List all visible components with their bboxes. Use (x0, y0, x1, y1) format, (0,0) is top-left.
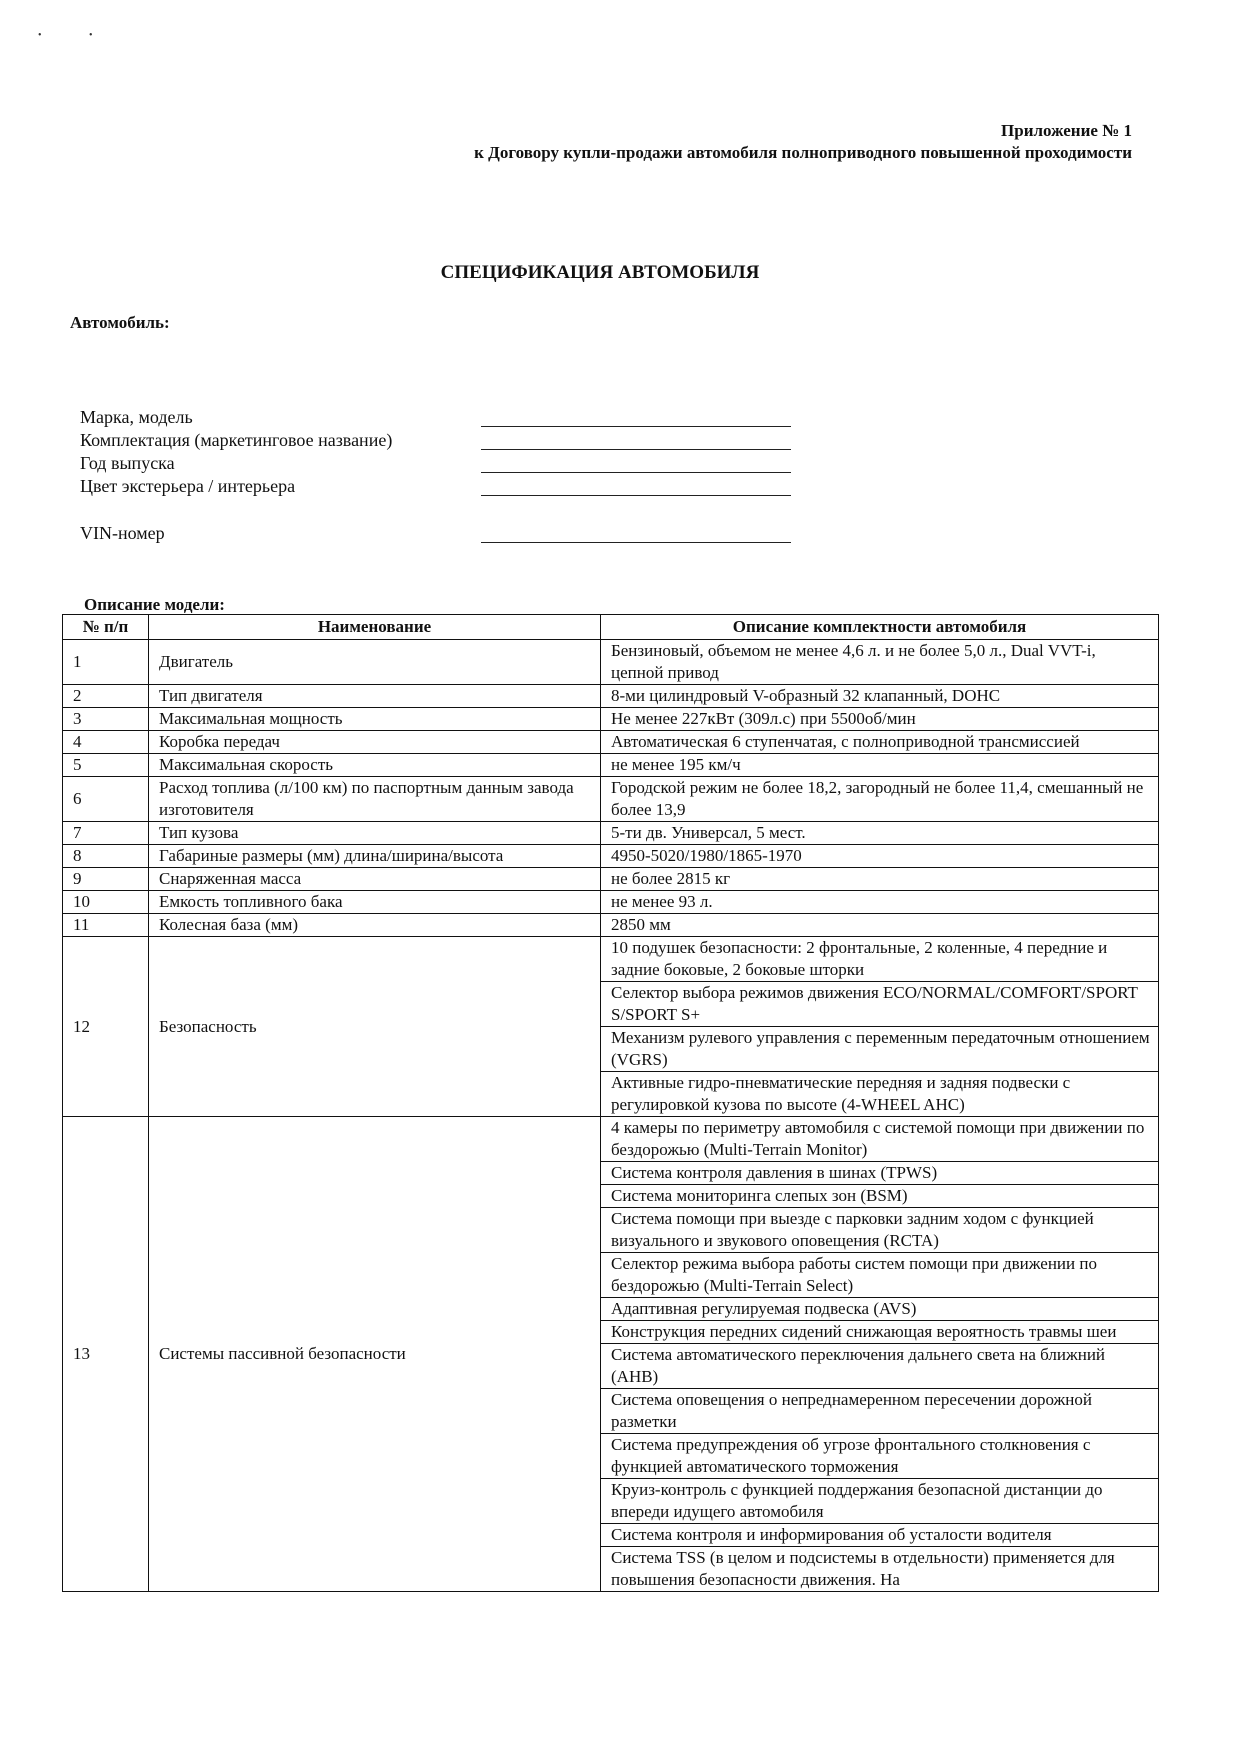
row-number: 7 (63, 822, 149, 845)
row-description: Система предупреждения об угрозе фронтального столкновения с функцией автоматического торможения (601, 1434, 1159, 1479)
row-description: Система оповещения о непреднамеренном пересечении дорожной разметки (601, 1389, 1159, 1434)
table-header-row (63, 615, 1159, 640)
row-name: Двигатель (149, 640, 601, 685)
row-description: 2850 мм (601, 914, 1159, 937)
row-description: Система контроля давления в шинах (TPWS) (601, 1162, 1159, 1185)
row-number: 4 (63, 731, 149, 754)
row-name: Колесная база (мм) (149, 914, 601, 937)
row-number: 5 (63, 754, 149, 777)
field-year (80, 452, 800, 476)
row-name: Тип кузова (149, 822, 601, 845)
row-name: Системы пассивной безопасности (149, 1117, 601, 1592)
row-number: 2 (63, 685, 149, 708)
fill-in-line (481, 449, 791, 450)
row-description: 4950-5020/1980/1865-1970 (601, 845, 1159, 868)
row-description: Селектор режима выбора работы систем помощи при движении по бездорожью (Multi-Terrain Select) (601, 1253, 1159, 1298)
table-row (63, 822, 1159, 845)
field-label: VIN-номер (80, 523, 165, 543)
row-name: Тип двигателя (149, 685, 601, 708)
field-brand-model (80, 406, 800, 430)
table-row (63, 685, 1159, 708)
header-description: Описание комплектности автомобиля (601, 615, 1159, 640)
table-row (63, 754, 1159, 777)
row-description: Круиз-контроль с функцией поддержания безопасной дистанции до впереди идущего автомобиля (601, 1479, 1159, 1524)
table-row (63, 868, 1159, 891)
row-description: Адаптивная регулируемая подвеска (AVS) (601, 1298, 1159, 1321)
field-label: Комплектация (маркетинговое название) (80, 430, 393, 450)
row-description: Конструкция передних сидений снижающая вероятность травмы шеи (601, 1321, 1159, 1344)
row-description: 5-ти дв. Универсал, 5 мест. (601, 822, 1159, 845)
header-number: № п/п (63, 615, 149, 640)
car-section-label: Автомобиль: (70, 313, 170, 332)
table-row (63, 845, 1159, 868)
row-description: не более 2815 кг (601, 868, 1159, 891)
contract-reference: к Договору купли-продажи автомобиля полноприводного повышенной проходимости (474, 143, 1132, 162)
row-description: не менее 93 л. (601, 891, 1159, 914)
row-description: Селектор выбора режимов движения ECO/NORMAL/COMFORT/SPORT S/SPORT S+ (601, 982, 1159, 1027)
row-number: 8 (63, 845, 149, 868)
specification-table (62, 614, 1159, 1592)
row-description: Система контроля и информирования об усталости водителя (601, 1524, 1159, 1547)
fill-in-line (481, 495, 791, 496)
table-row (63, 777, 1159, 822)
field-vin (80, 522, 800, 546)
row-description: 4 камеры по периметру автомобиля с системой помощи при движении по бездорожью (Multi-Terrain Monitor) (601, 1117, 1159, 1162)
fill-in-line (481, 472, 791, 473)
row-description: Система автоматического переключения дальнего света на ближний (AHB) (601, 1344, 1159, 1389)
row-name: Габариные размеры (мм) длина/ширина/высота (149, 845, 601, 868)
row-description: Активные гидро-пневматические передняя и задняя подвески с регулировкой кузова по высоте (4-WHEEL AHC) (601, 1072, 1159, 1117)
row-description: Механизм рулевого управления с переменным передаточным отношением (VGRS) (601, 1027, 1159, 1072)
row-description: Автоматическая 6 ступенчатая, с полноприводной трансмиссией (601, 731, 1159, 754)
scan-specks: • • (38, 30, 93, 41)
table-row (63, 937, 1159, 982)
row-description: Система помощи при выезде с парковки задним ходом с функцией визуального и звукового оповещения (RCTA) (601, 1208, 1159, 1253)
row-name: Безопасность (149, 937, 601, 1117)
table-row (63, 914, 1159, 937)
model-description-label: Описание модели: (84, 595, 225, 614)
row-description: Не менее 227кВт (309л.с) при 5500об/мин (601, 708, 1159, 731)
row-number: 11 (63, 914, 149, 937)
row-number: 6 (63, 777, 149, 822)
table-row (63, 1117, 1159, 1162)
row-description: не менее 195 км/ч (601, 754, 1159, 777)
appendix-number: Приложение № 1 (1001, 121, 1132, 140)
row-name: Снаряженная масса (149, 868, 601, 891)
table-row (63, 640, 1159, 685)
field-label: Год выпуска (80, 453, 175, 473)
table-row (63, 891, 1159, 914)
row-name: Емкость топливного бака (149, 891, 601, 914)
row-description: Система TSS (в целом и подсистемы в отдельности) применяется для повышения безопасности движения. На (601, 1547, 1159, 1592)
document-title: СПЕЦИФИКАЦИЯ АВТОМОБИЛЯ (440, 262, 760, 283)
row-number: 3 (63, 708, 149, 731)
row-name: Расход топлива (л/100 км) по паспортным данным завода изготовителя (149, 777, 601, 822)
row-number: 1 (63, 640, 149, 685)
field-trim (80, 429, 800, 453)
fill-in-line (481, 426, 791, 427)
row-description: Бензиновый, объемом не менее 4,6 л. и не более 5,0 л., Dual VVT-i, цепной привод (601, 640, 1159, 685)
row-description: Городской режим не более 18,2, загородный не более 11,4, смешанный не более 13,9 (601, 777, 1159, 822)
field-color (80, 475, 800, 499)
row-description: 8-ми цилиндровый V-образный 32 клапанный, DOHC (601, 685, 1159, 708)
table-row (63, 708, 1159, 731)
row-number: 13 (63, 1117, 149, 1592)
row-description: 10 подушек безопасности: 2 фронтальные, 2 коленные, 4 передние и задние боковые, 2 боковые шторки (601, 937, 1159, 982)
fill-in-line (481, 542, 791, 543)
table-body (63, 640, 1159, 1592)
appendix-header (474, 120, 1132, 164)
row-number: 12 (63, 937, 149, 1117)
row-name: Максимальная скорость (149, 754, 601, 777)
row-number: 9 (63, 868, 149, 891)
table-row (63, 731, 1159, 754)
field-label: Цвет экстерьера / интерьера (80, 476, 296, 496)
row-name: Коробка передач (149, 731, 601, 754)
field-label: Марка, модель (80, 407, 193, 427)
row-number: 10 (63, 891, 149, 914)
header-name: Наименование (149, 615, 601, 640)
row-description: Система мониторинга слепых зон (BSM) (601, 1185, 1159, 1208)
row-name: Максимальная мощность (149, 708, 601, 731)
